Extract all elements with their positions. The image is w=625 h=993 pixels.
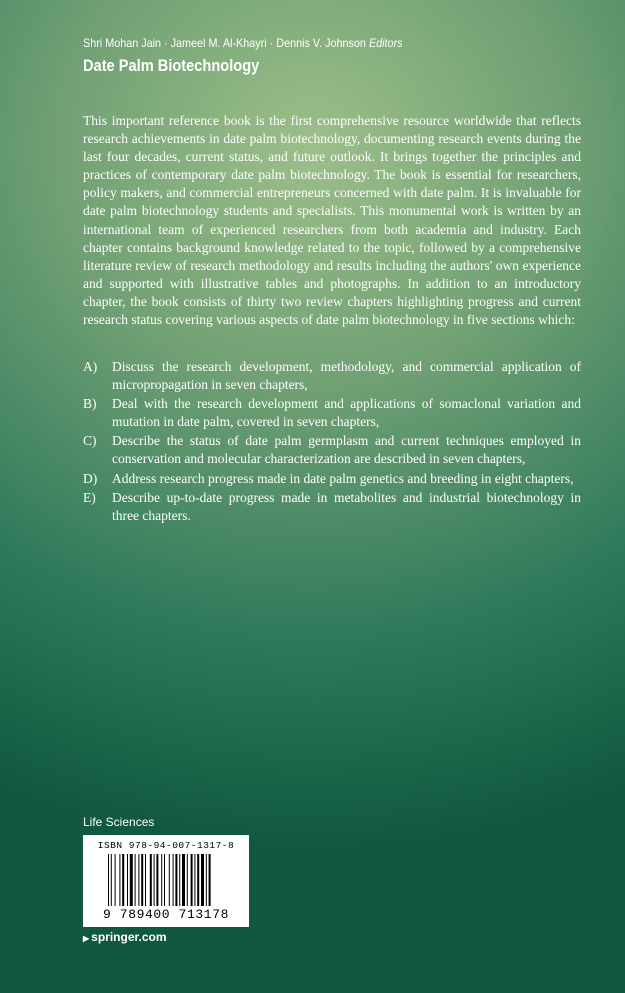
section-text: Discuss the research development, methodology, and commercial application of micropropagation in seven chapters, xyxy=(112,359,581,393)
barcode-bar xyxy=(111,854,112,906)
barcode-bar xyxy=(108,854,109,906)
barcode-bar xyxy=(173,854,174,906)
publisher-website[interactable] xyxy=(83,930,167,944)
section-item xyxy=(83,432,581,468)
book-description: This important reference book is the first comprehensive resource worldwide that reflects research achievements in date palm biotechnology, documenting research events during the last four decades, current status, and future outlook. It brings together the principles and practices of contemporary date palm biotechnology. The book is essential for researchers, policy makers, and commercial entrepreneurs concerned with date palm. It is invaluable for date palm biotechnology students and specialists. This monumental work is written by an international team of experienced researchers from both academia and industry. Each chapter contains background knowledge related to the topic, followed by a comprehensive literature review of research methodology and results including the authors' own experience and supported with illustrative tables and photographs. In addition to an introductory chapter, the book consists of thirty two review chapters highlighting progress and current research status covering various aspects of date palm biotechnology in five sections which: xyxy=(83,113,581,328)
barcode-digits: 9 789400 713178 xyxy=(102,907,230,922)
barcode-bar xyxy=(197,854,199,906)
section-text: Describe the status of date palm germplasm and current techniques employed in conservation and molecular characterization are described in seven chapters, xyxy=(112,433,581,467)
barcode-bar xyxy=(191,854,193,906)
section-text: Address research progress made in date palm genetics and breeding in eight chapters, xyxy=(112,470,574,486)
book-title: Date Palm Biotechnology xyxy=(83,56,260,75)
editor-names: Shri Mohan Jain · Jameel M. Al-Khayri · Dennis V. Johnson xyxy=(83,36,366,50)
barcode-bar xyxy=(209,854,211,906)
barcode-bar xyxy=(182,854,185,906)
barcode-bar xyxy=(187,854,188,906)
barcode-bar xyxy=(130,854,133,906)
section-item xyxy=(83,489,581,525)
barcode-bar xyxy=(206,854,207,906)
barcode-bar xyxy=(154,854,155,906)
subject-category: Life Sciences xyxy=(83,815,155,829)
section-label: E) xyxy=(83,489,96,505)
section-item xyxy=(83,358,581,394)
barcode-bar xyxy=(169,854,170,906)
barcode-bar xyxy=(164,854,165,906)
barcode-bar xyxy=(138,854,139,906)
barcode-bar xyxy=(115,854,116,906)
editors-role: Editors xyxy=(368,36,403,50)
barcode-bar xyxy=(122,854,124,906)
website-text: springer.com xyxy=(91,930,167,944)
barcode-bar xyxy=(156,854,158,906)
barcode-bar xyxy=(145,854,146,906)
arrow-right-icon: ▶ xyxy=(83,934,90,943)
barcode-bar xyxy=(179,854,180,906)
section-label: D) xyxy=(83,470,98,486)
section-text: Deal with the research development and applications of somaclonal variation and mutation in date palm, covered in seven chapters, xyxy=(112,396,581,430)
section-item xyxy=(83,395,581,431)
barcode-bar xyxy=(141,854,143,906)
section-list xyxy=(83,358,581,526)
barcode-graphic xyxy=(108,854,224,906)
barcode-bar xyxy=(201,854,204,906)
barcode-bar xyxy=(194,854,195,906)
barcode-box xyxy=(83,835,249,927)
isbn-text: ISBN 978-94-007-1317-8 xyxy=(97,840,235,851)
section-label: A) xyxy=(83,359,98,374)
barcode-bar xyxy=(150,854,152,906)
section-label: B) xyxy=(83,396,97,412)
barcode-bar xyxy=(175,854,177,906)
barcode-bar xyxy=(135,854,136,906)
barcode-bar xyxy=(119,854,120,906)
barcode-bar xyxy=(127,854,128,906)
section-item xyxy=(83,470,581,488)
section-label: C) xyxy=(83,433,97,449)
barcode-bar xyxy=(161,854,162,906)
editors-line xyxy=(83,36,551,50)
section-text: Describe up-to-date progress made in metabolites and industrial biotechnology in three chapters. xyxy=(112,489,581,523)
